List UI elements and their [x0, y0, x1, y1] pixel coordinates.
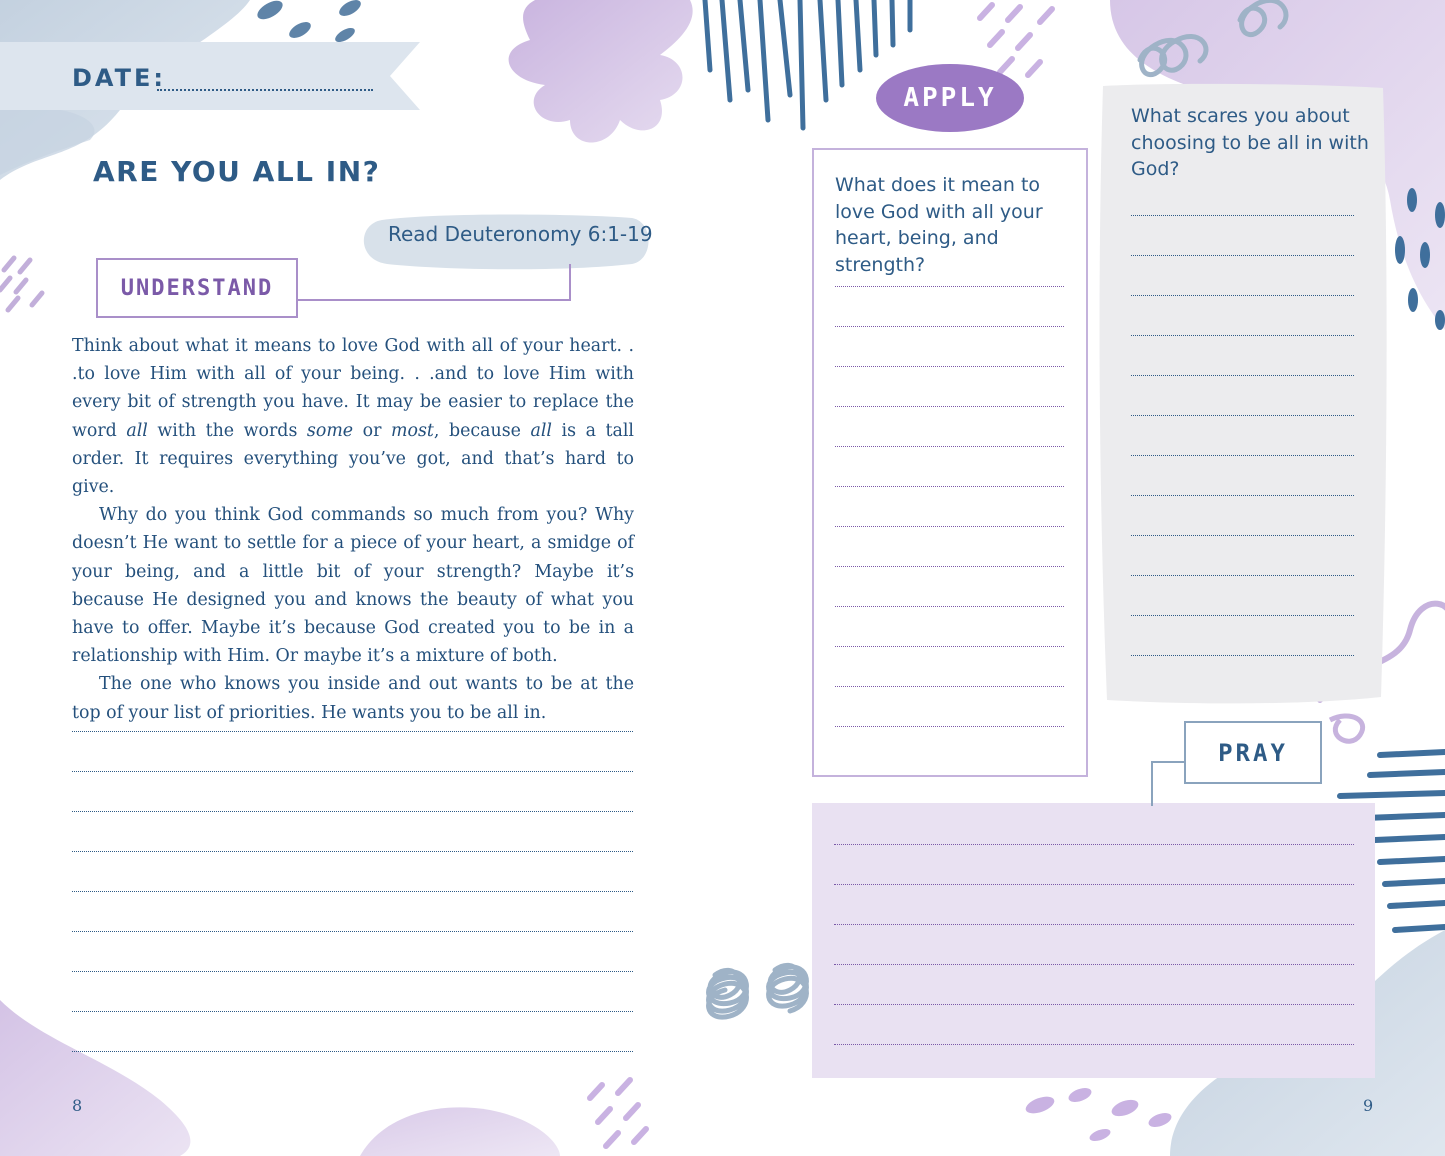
- writing-line[interactable]: [835, 326, 1064, 327]
- page-title: ARE YOU ALL IN?: [93, 155, 381, 188]
- writing-line[interactable]: [1131, 455, 1354, 456]
- writing-line[interactable]: [72, 811, 633, 812]
- writing-line[interactable]: [1131, 615, 1354, 616]
- pray-heading: PRAY: [1184, 721, 1322, 784]
- writing-line[interactable]: [834, 884, 1354, 885]
- writing-line[interactable]: [835, 606, 1064, 607]
- date-label: DATE:: [72, 64, 166, 92]
- writing-line[interactable]: [834, 924, 1354, 925]
- paragraph-3: The one who knows you inside and out wants to be at the top of your list of priorities. He wants you to be all in.: [72, 674, 634, 723]
- apply-question: What does it mean to love God with all your heart, being, and strength?: [835, 174, 1043, 276]
- scripture-reference: Read Deuteronomy 6:1-19: [388, 222, 653, 246]
- writing-line[interactable]: [834, 1004, 1354, 1005]
- writing-line[interactable]: [1131, 575, 1354, 576]
- writing-line[interactable]: [1131, 215, 1354, 216]
- writing-line[interactable]: [1131, 415, 1354, 416]
- understand-connector: [298, 264, 574, 304]
- writing-line[interactable]: [72, 731, 633, 732]
- date-banner: [0, 42, 420, 110]
- writing-line[interactable]: [835, 286, 1064, 287]
- writing-line[interactable]: [835, 686, 1064, 687]
- writing-line[interactable]: [72, 851, 633, 852]
- date-field[interactable]: [157, 89, 373, 91]
- writing-line[interactable]: [72, 971, 633, 972]
- writing-line[interactable]: [1131, 295, 1354, 296]
- writing-line[interactable]: [835, 646, 1064, 647]
- scare-question: What scares you about choosing to be all in with God?: [1131, 105, 1369, 180]
- writing-line[interactable]: [1131, 535, 1354, 536]
- writing-line[interactable]: [72, 891, 633, 892]
- writing-line[interactable]: [1131, 655, 1354, 656]
- writing-line[interactable]: [1131, 255, 1354, 256]
- writing-line[interactable]: [835, 406, 1064, 407]
- writing-line[interactable]: [835, 726, 1064, 727]
- understand-heading: UNDERSTAND: [96, 258, 298, 318]
- writing-line[interactable]: [1131, 375, 1354, 376]
- paragraph-1: Think about what it means to love God with all of your heart. . .to love Him with all of your being. . .and to love Him with every bit of strength you have. It may be easier to replace the word all with the words some or most, because all is a tall order. It requires everything you’ve got, and that’s hard to give.: [72, 336, 634, 498]
- pray-connector: [1150, 760, 1186, 806]
- writing-line[interactable]: [835, 566, 1064, 567]
- paragraph-2: Why do you think God commands so much from you? Why doesn’t He want to settle for a piece of your heart, a smidge of your being, and a little bit of your strength? Maybe it’s because He designed you and knows the beauty of what you have to offer. Maybe it’s because God created you to be in a relationship with Him. Or maybe it’s a mixture of both.: [72, 505, 634, 667]
- page-number-right: 9: [1363, 1096, 1374, 1115]
- writing-line[interactable]: [834, 1044, 1354, 1045]
- writing-line[interactable]: [835, 486, 1064, 487]
- writing-line[interactable]: [834, 964, 1354, 965]
- writing-line[interactable]: [834, 844, 1354, 845]
- apply-heading: APPLY: [903, 83, 997, 113]
- writing-line[interactable]: [72, 1011, 633, 1012]
- writing-line[interactable]: [1131, 495, 1354, 496]
- writing-line[interactable]: [835, 526, 1064, 527]
- devotional-text: [72, 332, 634, 727]
- writing-line[interactable]: [1131, 335, 1354, 336]
- page-number-left: 8: [72, 1096, 83, 1115]
- writing-line[interactable]: [72, 1051, 633, 1052]
- writing-line[interactable]: [72, 931, 633, 932]
- writing-line[interactable]: [72, 771, 633, 772]
- writing-line[interactable]: [835, 446, 1064, 447]
- writing-line[interactable]: [835, 366, 1064, 367]
